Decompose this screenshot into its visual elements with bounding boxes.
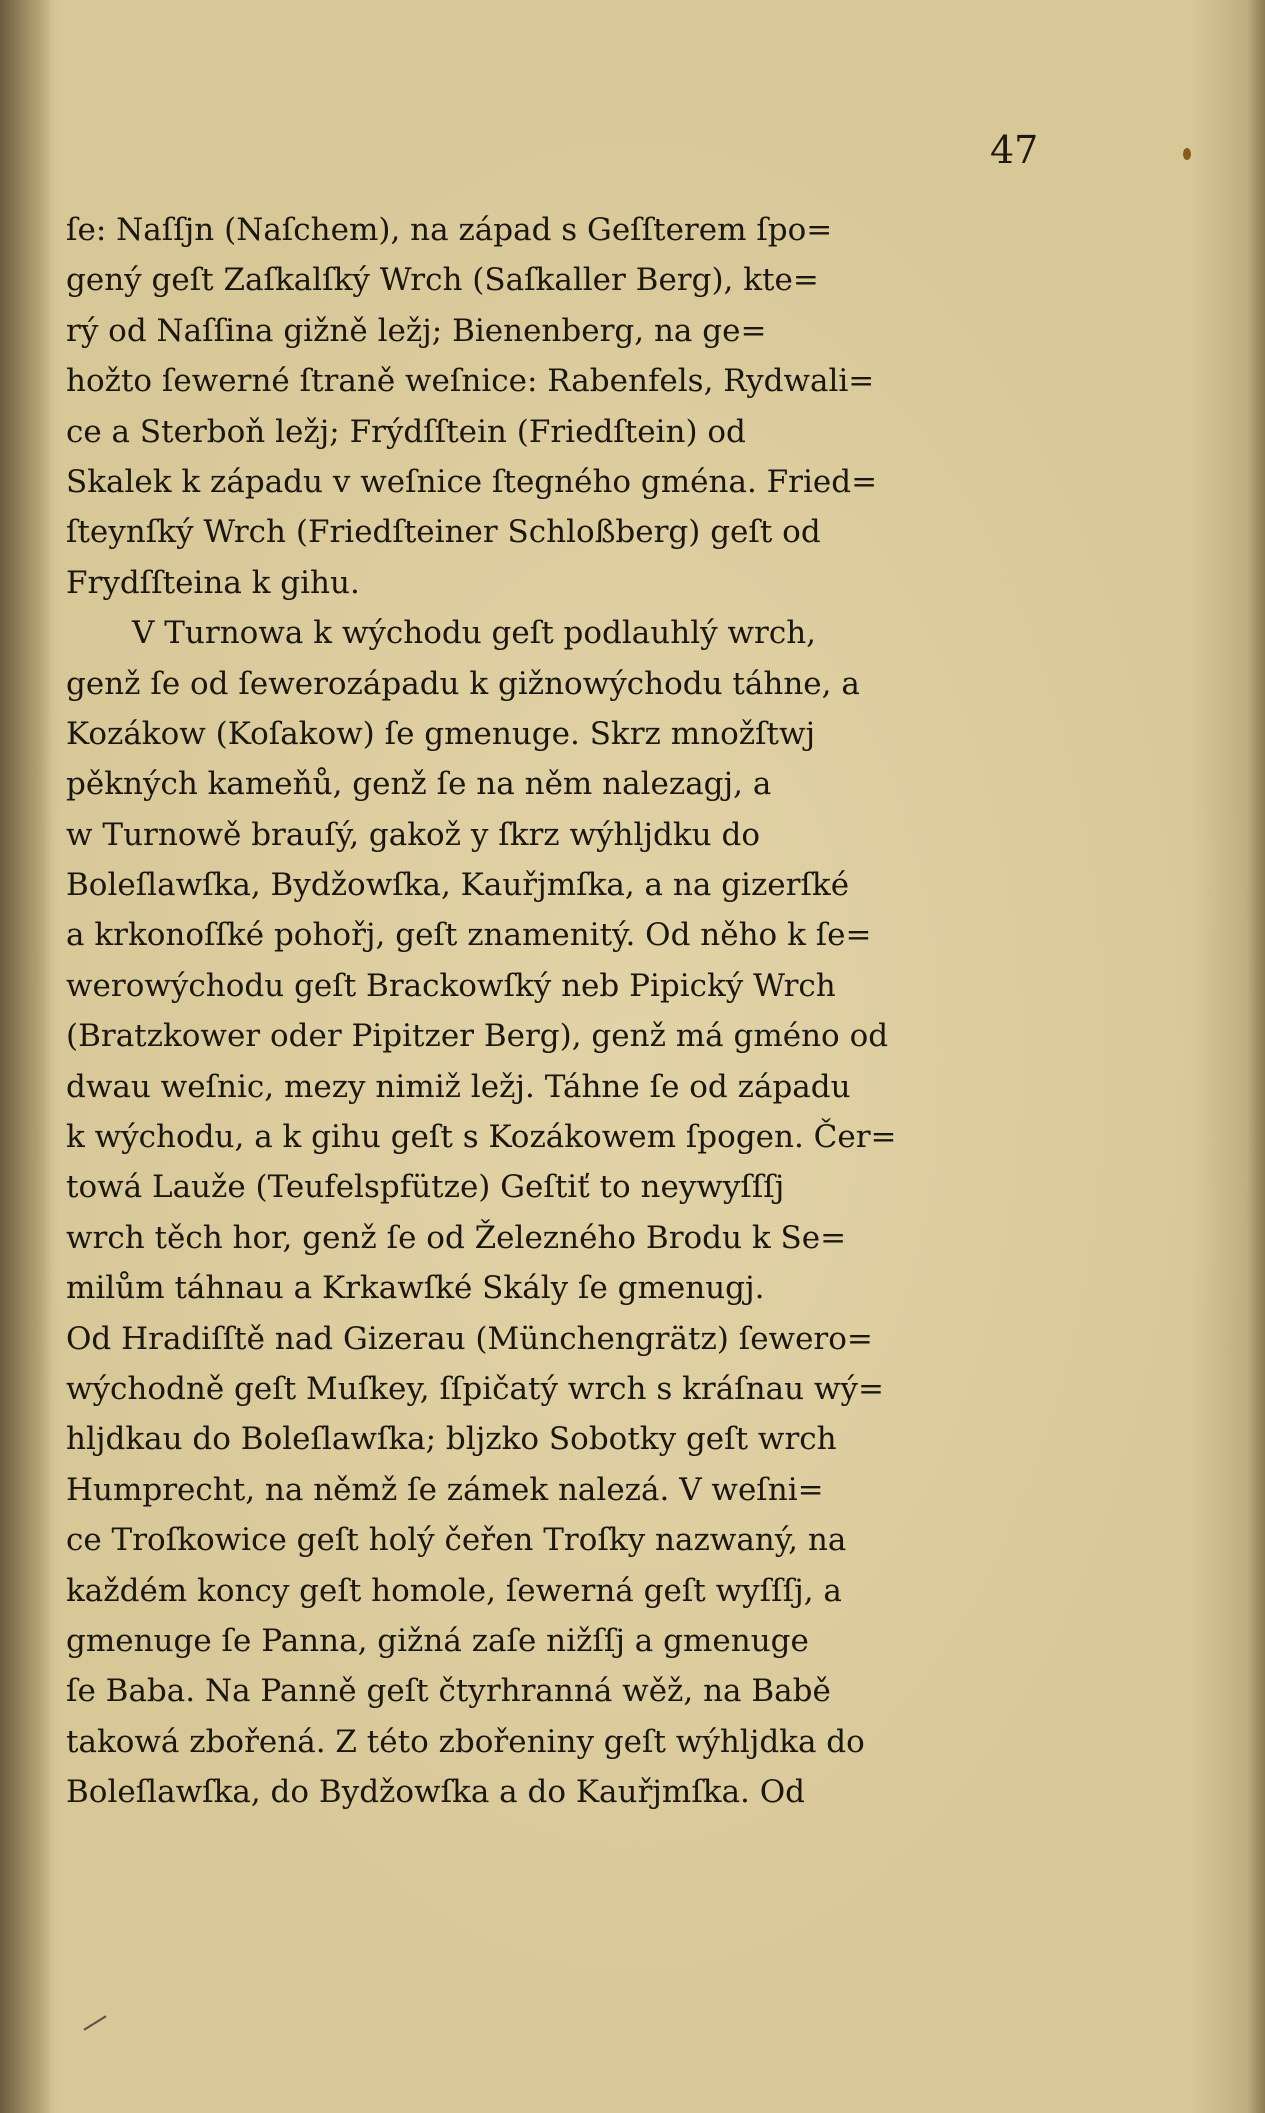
page-number: 47 (990, 128, 1039, 172)
text-line: ſe Baba. Na Panně geſt čtyrhranná wěž, na Babě (66, 1673, 831, 1710)
text-line: takowá zbořená. Z této zbořeniny geſt wýhljdka do (66, 1723, 865, 1760)
text-line: hožto ſewerné ſtraně weſnice: Rabenfels, Rydwali= (66, 363, 875, 400)
text-line: gmenuge ſe Panna, gižná zaſe nižſſj a gmenuge (66, 1622, 809, 1659)
text-line: Boleſlawſka, Bydžowſka, Kauřjmſka, a na gizerſké (66, 867, 850, 904)
text-line: V Turnowa k wýchodu geſt podlauhlý wrch, (132, 615, 817, 652)
page-binding-shadow (0, 0, 52, 2113)
text-line: Od Hradiſſtě nad Gizerau (Münchengrätz) ſewero= (66, 1320, 873, 1357)
text-line: Frydſſteina k gihu. (66, 564, 360, 601)
text-line: dwau weſnic, mezy nimiž ležj. Táhne ſe od západu (66, 1068, 851, 1105)
text-line: Kozákow (Koſakow) ſe gmenuge. Skrz množſtwj (66, 715, 816, 752)
page-edge-shadow (1247, 0, 1265, 2113)
text-line: (Bratzkower oder Pipitzer Berg), genž má gméno od (66, 1018, 889, 1055)
text-line: ſe: Naſſjn (Naſchem), na západ s Geſſterem ſpo= (66, 212, 833, 248)
text-line: ce Troſkowice geſt holý čeřen Troſky nazwaný, na (66, 1522, 847, 1559)
text-line: k wýchodu, a k gihu geſt s Kozákowem ſpogen. Čer= (66, 1119, 897, 1156)
text-line: w Turnowě brauſý, gakož y ſkrz wýhljdku do (66, 816, 760, 853)
text-line: každém koncy geſt homole, ſewerná geſt wyſſſj, a (66, 1572, 842, 1609)
text-line: Boleſlawſka, do Bydžowſka a do Kauřjmſka. Od (66, 1774, 806, 1811)
margin-ink-spot (1183, 148, 1191, 160)
text-line: genž ſe od ſewerozápadu k gižnowýchodu táhne, a (66, 665, 860, 702)
text-line: towá Lauže (Teufelspfütze) Geſtiť to neywyſſſj (66, 1169, 785, 1206)
text-line: ſteynſký Wrch (Friedſteiner Schloßberg) geſt od (66, 514, 821, 551)
text-line: wýchodně geſt Muſkey, ſſpičatý wrch s kráſnau wý= (66, 1370, 884, 1407)
text-line: gený geſt Zaſkalſký Wrch (Saſkaller Berg), kte= (66, 262, 819, 299)
text-line: a krkonoſſké pohořj, geſt znamenitý. Od něho k ſe= (66, 917, 872, 954)
text-line: hljdkau do Boleſlawſka; bljzko Sobotky geſt wrch (66, 1421, 837, 1458)
text-line: milům táhnau a Krkawſké Skály ſe gmenugj. (66, 1270, 765, 1307)
text-line: pěkných kameňů, genž ſe na něm nalezagj, a (66, 766, 772, 803)
text-line: wrch těch hor, genž ſe od Železného Brodu k Se= (66, 1219, 847, 1256)
text-line: Humprecht, na němž ſe zámek nalezá. V weſni= (66, 1471, 824, 1508)
text-line: werowýchodu geſt Brackowſký neb Pipický Wrch (66, 967, 836, 1004)
text-line: Skalek k západu v weſnice ſtegného gména. Fried= (66, 463, 878, 500)
text-line: rý od Naſſina gižně ležj; Bienenberg, na ge= (66, 312, 767, 349)
body-text (66, 205, 1066, 1818)
text-line: ce a Sterboň ležj; Frýdſſtein (Friedſtein) od (66, 413, 746, 450)
pencil-mark (83, 2015, 106, 2030)
